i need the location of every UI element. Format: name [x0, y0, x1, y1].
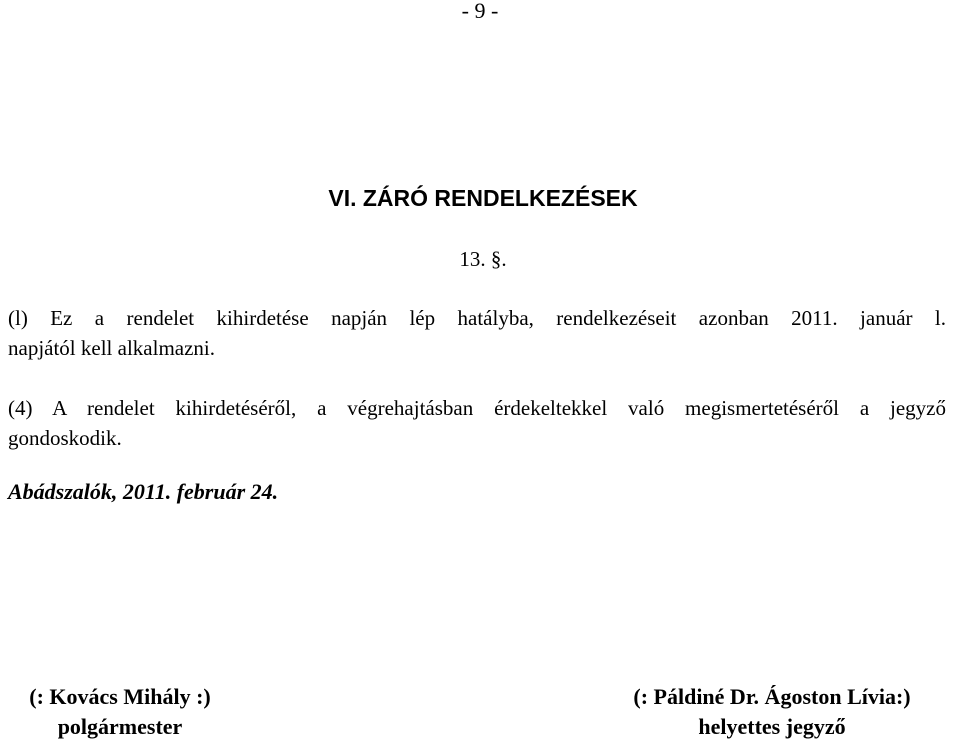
notary-name: (: Páldiné Dr. Ágoston Lívia:)	[633, 684, 911, 709]
paragraph-2-line-2: gondoskodik.	[8, 426, 122, 450]
paragraph-1-line-2: napjától kell alkalmazni.	[8, 336, 216, 360]
paragraph-1-line-1: (l) Ez a rendelet kihirdetése napján lép hatályba, rendelkezéseit azonban 2011. január l.	[8, 306, 946, 330]
mayor-title: polgármester	[57, 714, 183, 739]
signature-block-notary	[596, 682, 948, 742]
notary-title: helyettes jegyző	[698, 714, 846, 739]
paragraph-number: 13. §.	[459, 247, 507, 271]
page-number: - 9 -	[461, 0, 499, 23]
place-and-date: Abádszalók, 2011. február 24.	[8, 479, 279, 504]
signature-block-mayor	[0, 682, 240, 742]
mayor-name: (: Kovács Mihály :)	[29, 684, 211, 709]
paragraph-2-line-1: (4) A rendelet kihirdetéséről, a végrehajtásban érdekeltekkel való megismertetéséről a jegyző	[8, 396, 946, 420]
section-title: VI. ZÁRÓ RENDELKEZÉSEK	[328, 185, 638, 211]
